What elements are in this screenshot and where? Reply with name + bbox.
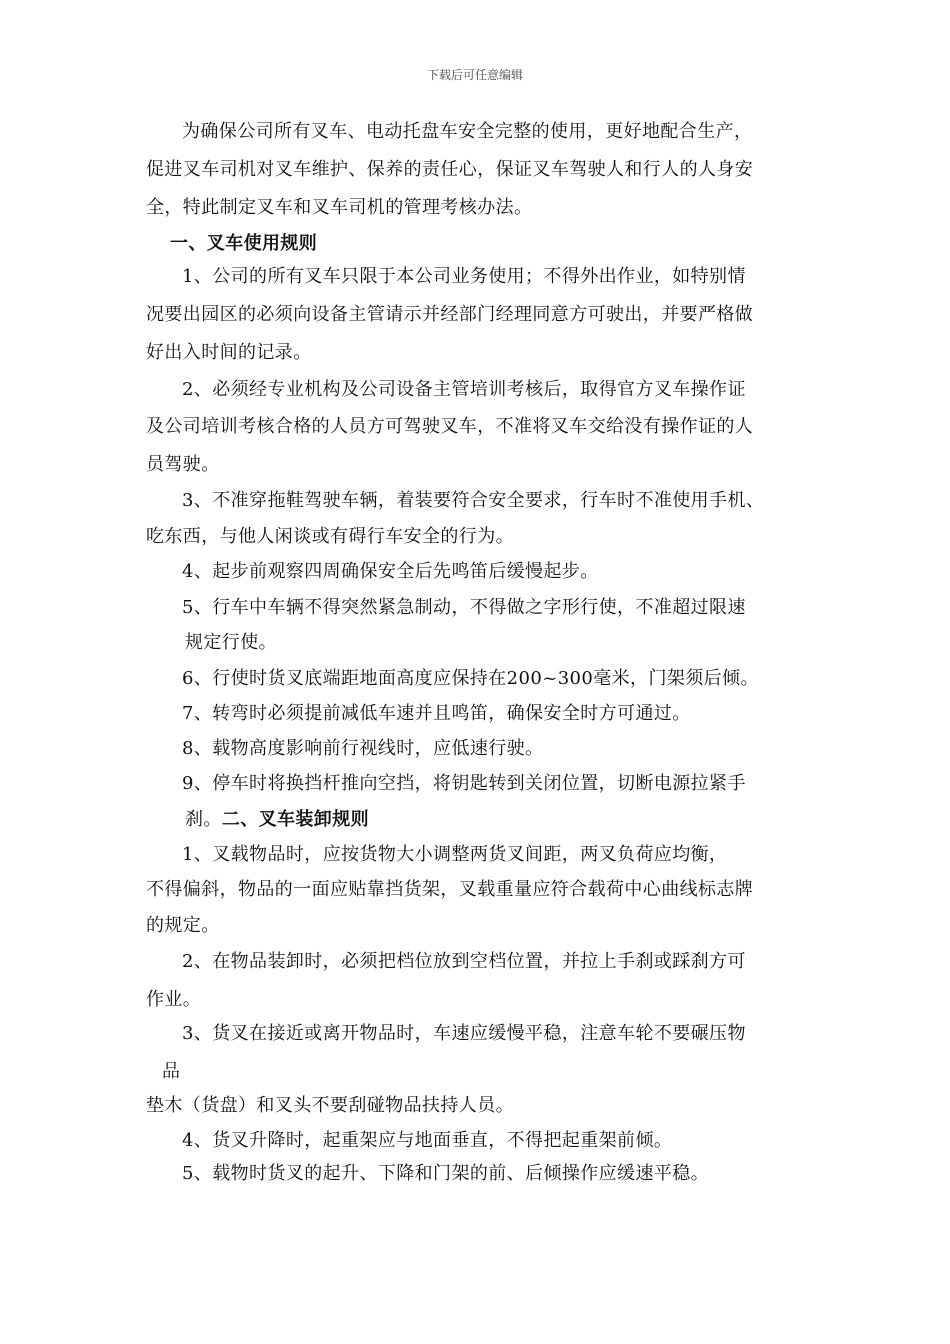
- paragraph-line: 1、公司的所有叉车只限于本公司业务使用；不得外出作业，如特别情: [182, 266, 746, 287]
- paragraph-line: 4、起步前观察四周确保安全后先鸣笛后缓慢起步。: [182, 561, 599, 582]
- paragraph-line: 品: [162, 1061, 181, 1082]
- paragraph-line: 3、不准穿拖鞋驾驶车辆，着装要符合安全要求，行车时不准使用手机、: [182, 490, 765, 511]
- paragraph-line: 员驾驶。: [146, 454, 220, 475]
- paragraph-line: 8、载物高度影响前行视线时，应低速行驶。: [182, 738, 544, 759]
- paragraph-line: 好出入时间的记录。: [146, 342, 312, 363]
- paragraph-line: 垫木（货盘）和叉头不要刮碰物品扶持人员。: [146, 1095, 514, 1116]
- paragraph-line: 促进叉车司机对叉车维护、保养的责任心，保证叉车驾驶人和行人的人身安: [146, 159, 754, 180]
- paragraph-line: 5、载物时货叉的起升、下降和门架的前、后倾操作应缓速平稳。: [182, 1163, 710, 1184]
- paragraph-line: 2、在物品装卸时，必须把档位放到空档位置，并拉上手刹或踩刹方可: [182, 951, 746, 972]
- paragraph-line: [185, 808, 369, 832]
- paragraph-line: 3、货叉在接近或离开物品时，车速应缓慢平稳，注意车轮不要碾压物: [182, 1023, 746, 1044]
- paragraph-line: 的规定。: [146, 915, 220, 936]
- section-heading: 二、叉车装卸规则: [221, 809, 370, 830]
- paragraph-line: 为确保公司所有叉车、电动托盘车安全完整的使用，更好地配合生产，: [182, 121, 753, 142]
- paragraph-text: 刹。: [185, 809, 222, 830]
- paragraph-line: 7、转弯时必须提前减低车速并且鸣笛，确保安全时方可通过。: [182, 703, 691, 724]
- paragraph-line: 吃东西，与他人闲谈或有碍行车安全的行为。: [146, 526, 514, 547]
- paragraph-line: 规定行使。: [185, 632, 277, 653]
- paragraph-line: 1、叉载物品时，应按货物大小调整两货叉间距，两叉负荷应均衡，: [182, 844, 728, 865]
- paragraph-line: 5、行车中车辆不得突然紧急制动，不得做之字形行使，不准超过限速: [182, 597, 746, 618]
- paragraph-line: 作业。: [146, 989, 202, 1010]
- paragraph-line: 2、必须经专业机构及公司设备主管培训考核后，取得官方叉车操作证: [182, 379, 746, 400]
- paragraph-line: 况要出园区的必须向设备主管请示并经部门经理同意方可驶出，并要严格做: [146, 304, 754, 325]
- paragraph-line: 不得偏斜，物品的一面应贴靠挡货架，叉载重量应符合载荷中心曲线标志牌: [146, 879, 754, 900]
- paragraph-line: 6、行使时货叉底端距地面高度应保持在200~300毫米，门架须后倾。: [182, 668, 759, 689]
- paragraph-line: 及公司培训考核合格的人员方可驾驶叉车，不准将叉车交给没有操作证的人: [146, 416, 754, 437]
- page-header: 下载后可任意编辑: [426, 68, 523, 82]
- paragraph-line: 全，特此制定叉车和叉车司机的管理考核办法。: [146, 197, 533, 218]
- paragraph-line: 4、货叉升降时，起重架应与地面垂直，不得把起重架前倾。: [182, 1130, 673, 1151]
- paragraph-line: 9、停车时将换挡杆推向空挡，将钥匙转到关闭位置，切断电源拉紧手: [182, 773, 746, 794]
- section-heading: 一、叉车使用规则: [170, 233, 318, 254]
